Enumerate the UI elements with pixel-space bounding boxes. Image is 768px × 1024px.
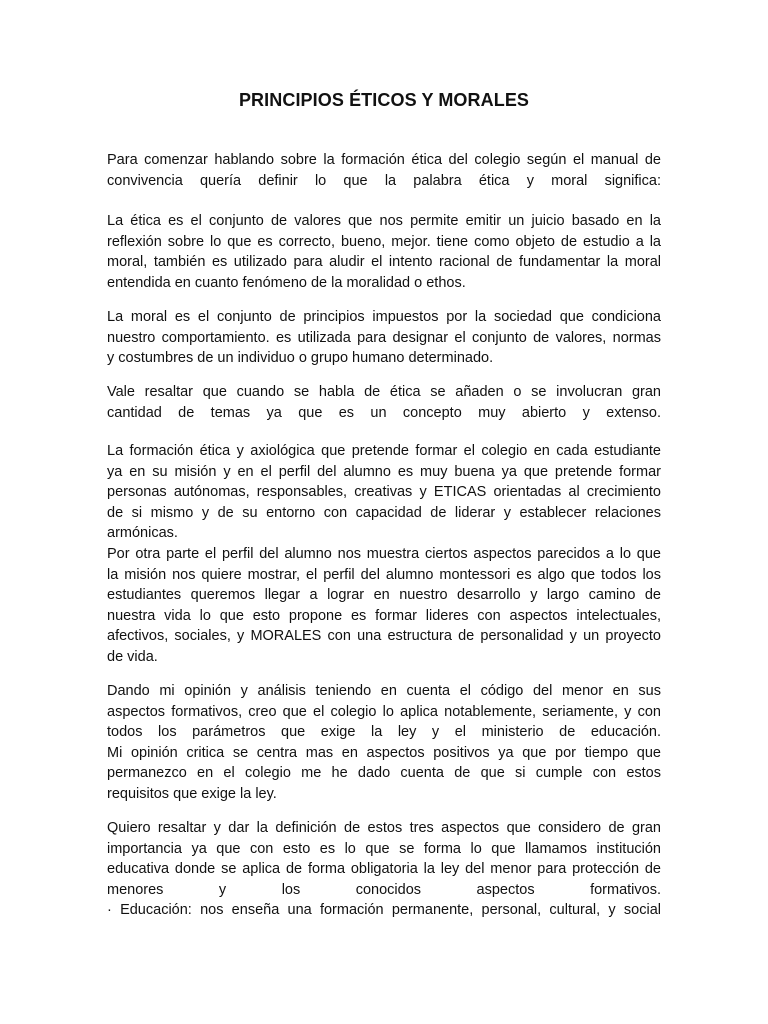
text-line: convivencia quería definir lo que la palabra ética y moral significa: bbox=[107, 172, 661, 189]
text-line: La ética es el conjunto de valores que nos permite emitir un juicio basado en la bbox=[107, 213, 661, 229]
paragraph bbox=[107, 382, 661, 423]
text-line: aspectos formativos, creo que el colegio lo aplica notablemente, seriamente, y con bbox=[107, 703, 661, 720]
text-line: la misión nos quiere mostrar, el perfil del alumno montessori es algo que todos los bbox=[107, 566, 661, 583]
text-line: reflexión sobre lo que es correcto, bueno, mejor. tiene como objeto de estudio a la bbox=[107, 233, 661, 250]
paragraph bbox=[107, 818, 661, 921]
text-line: Mi opinión critica se centra mas en aspectos positivos ya que por tiempo que bbox=[107, 744, 661, 761]
text-line: Dando mi opinión y análisis teniendo en cuenta el código del menor en sus bbox=[107, 683, 661, 699]
text-line: y costumbres de un individuo o grupo humano determinado. bbox=[107, 350, 494, 367]
text-line: Por otra parte el perfil del alumno nos muestra ciertos aspectos parecidos a lo que bbox=[107, 545, 661, 562]
paragraph bbox=[107, 307, 661, 369]
text-line: nuestra vida lo que esto propone es formar lideres con aspectos intelectuales, bbox=[107, 607, 661, 624]
text-line: personas autónomas, responsables, creativas y ETICAS orientadas al crecimiento bbox=[107, 484, 661, 501]
text-line: ya en su misión y en el perfil del alumno es muy buena ya que pretende formar bbox=[107, 463, 661, 480]
paragraph bbox=[107, 681, 661, 805]
text-line: permanezco en el colegio me he dado cuenta de que si cumple con estos bbox=[107, 765, 661, 782]
text-line: educativa donde se aplica de forma obligatoria la ley del menor para protección de bbox=[107, 861, 661, 878]
text-line: nuestro comportamiento. es utilizada para designar el conjunto de valores, normas bbox=[107, 329, 661, 346]
text-line: entendida en cuanto fenómeno de la moralidad o ethos. bbox=[107, 274, 466, 291]
text-line: requisitos que exige la ley. bbox=[107, 785, 277, 802]
text-line: menores y los conocidos aspectos formativos. bbox=[107, 881, 661, 898]
text-line: de si mismo y de su entorno con capacidad de liderar y establecer relaciones bbox=[107, 504, 661, 521]
text-line: importancia ya que con esto es lo que se forma lo que llamamos institución bbox=[107, 840, 661, 857]
text-line: La formación ética y axiológica que pretende formar el colegio en cada estudiante bbox=[107, 443, 661, 459]
text-line: · Educación: nos enseña una formación permanente, personal, cultural, y social bbox=[107, 902, 661, 919]
text-line: cantidad de temas ya que es un concepto muy abierto y extenso. bbox=[107, 404, 661, 421]
text-line: afectivos, sociales, y MORALES con una estructura de personalidad y un proyecto bbox=[107, 628, 661, 645]
paragraph bbox=[107, 211, 661, 293]
text-line: La moral es el conjunto de principios impuestos por la sociedad que condiciona bbox=[107, 309, 661, 325]
text-line: Para comenzar hablando sobre la formación ética del colegio según el manual de bbox=[107, 152, 661, 168]
text-line: estudiantes queremos llegar a lograr en nuestro desarrollo y largo camino de bbox=[107, 587, 661, 604]
text-line: Quiero resaltar y dar la definición de estos tres aspectos que considero de gran bbox=[107, 820, 661, 836]
page-title: PRINCIPIOS ÉTICOS Y MORALES bbox=[238, 90, 530, 110]
text-line: armónicas. bbox=[107, 525, 178, 542]
text-line: de vida. bbox=[107, 648, 158, 665]
paragraph bbox=[107, 150, 661, 191]
paragraph bbox=[107, 441, 661, 668]
text-line: todos los parámetros que exige la ley y el ministerio de educación. bbox=[107, 724, 661, 741]
text-line: Vale resaltar que cuando se habla de ética se añaden o se involucran gran bbox=[107, 384, 661, 400]
text-line: moral, también es utilizado para aludir el intento racional de fundamentar la moral bbox=[107, 254, 661, 271]
